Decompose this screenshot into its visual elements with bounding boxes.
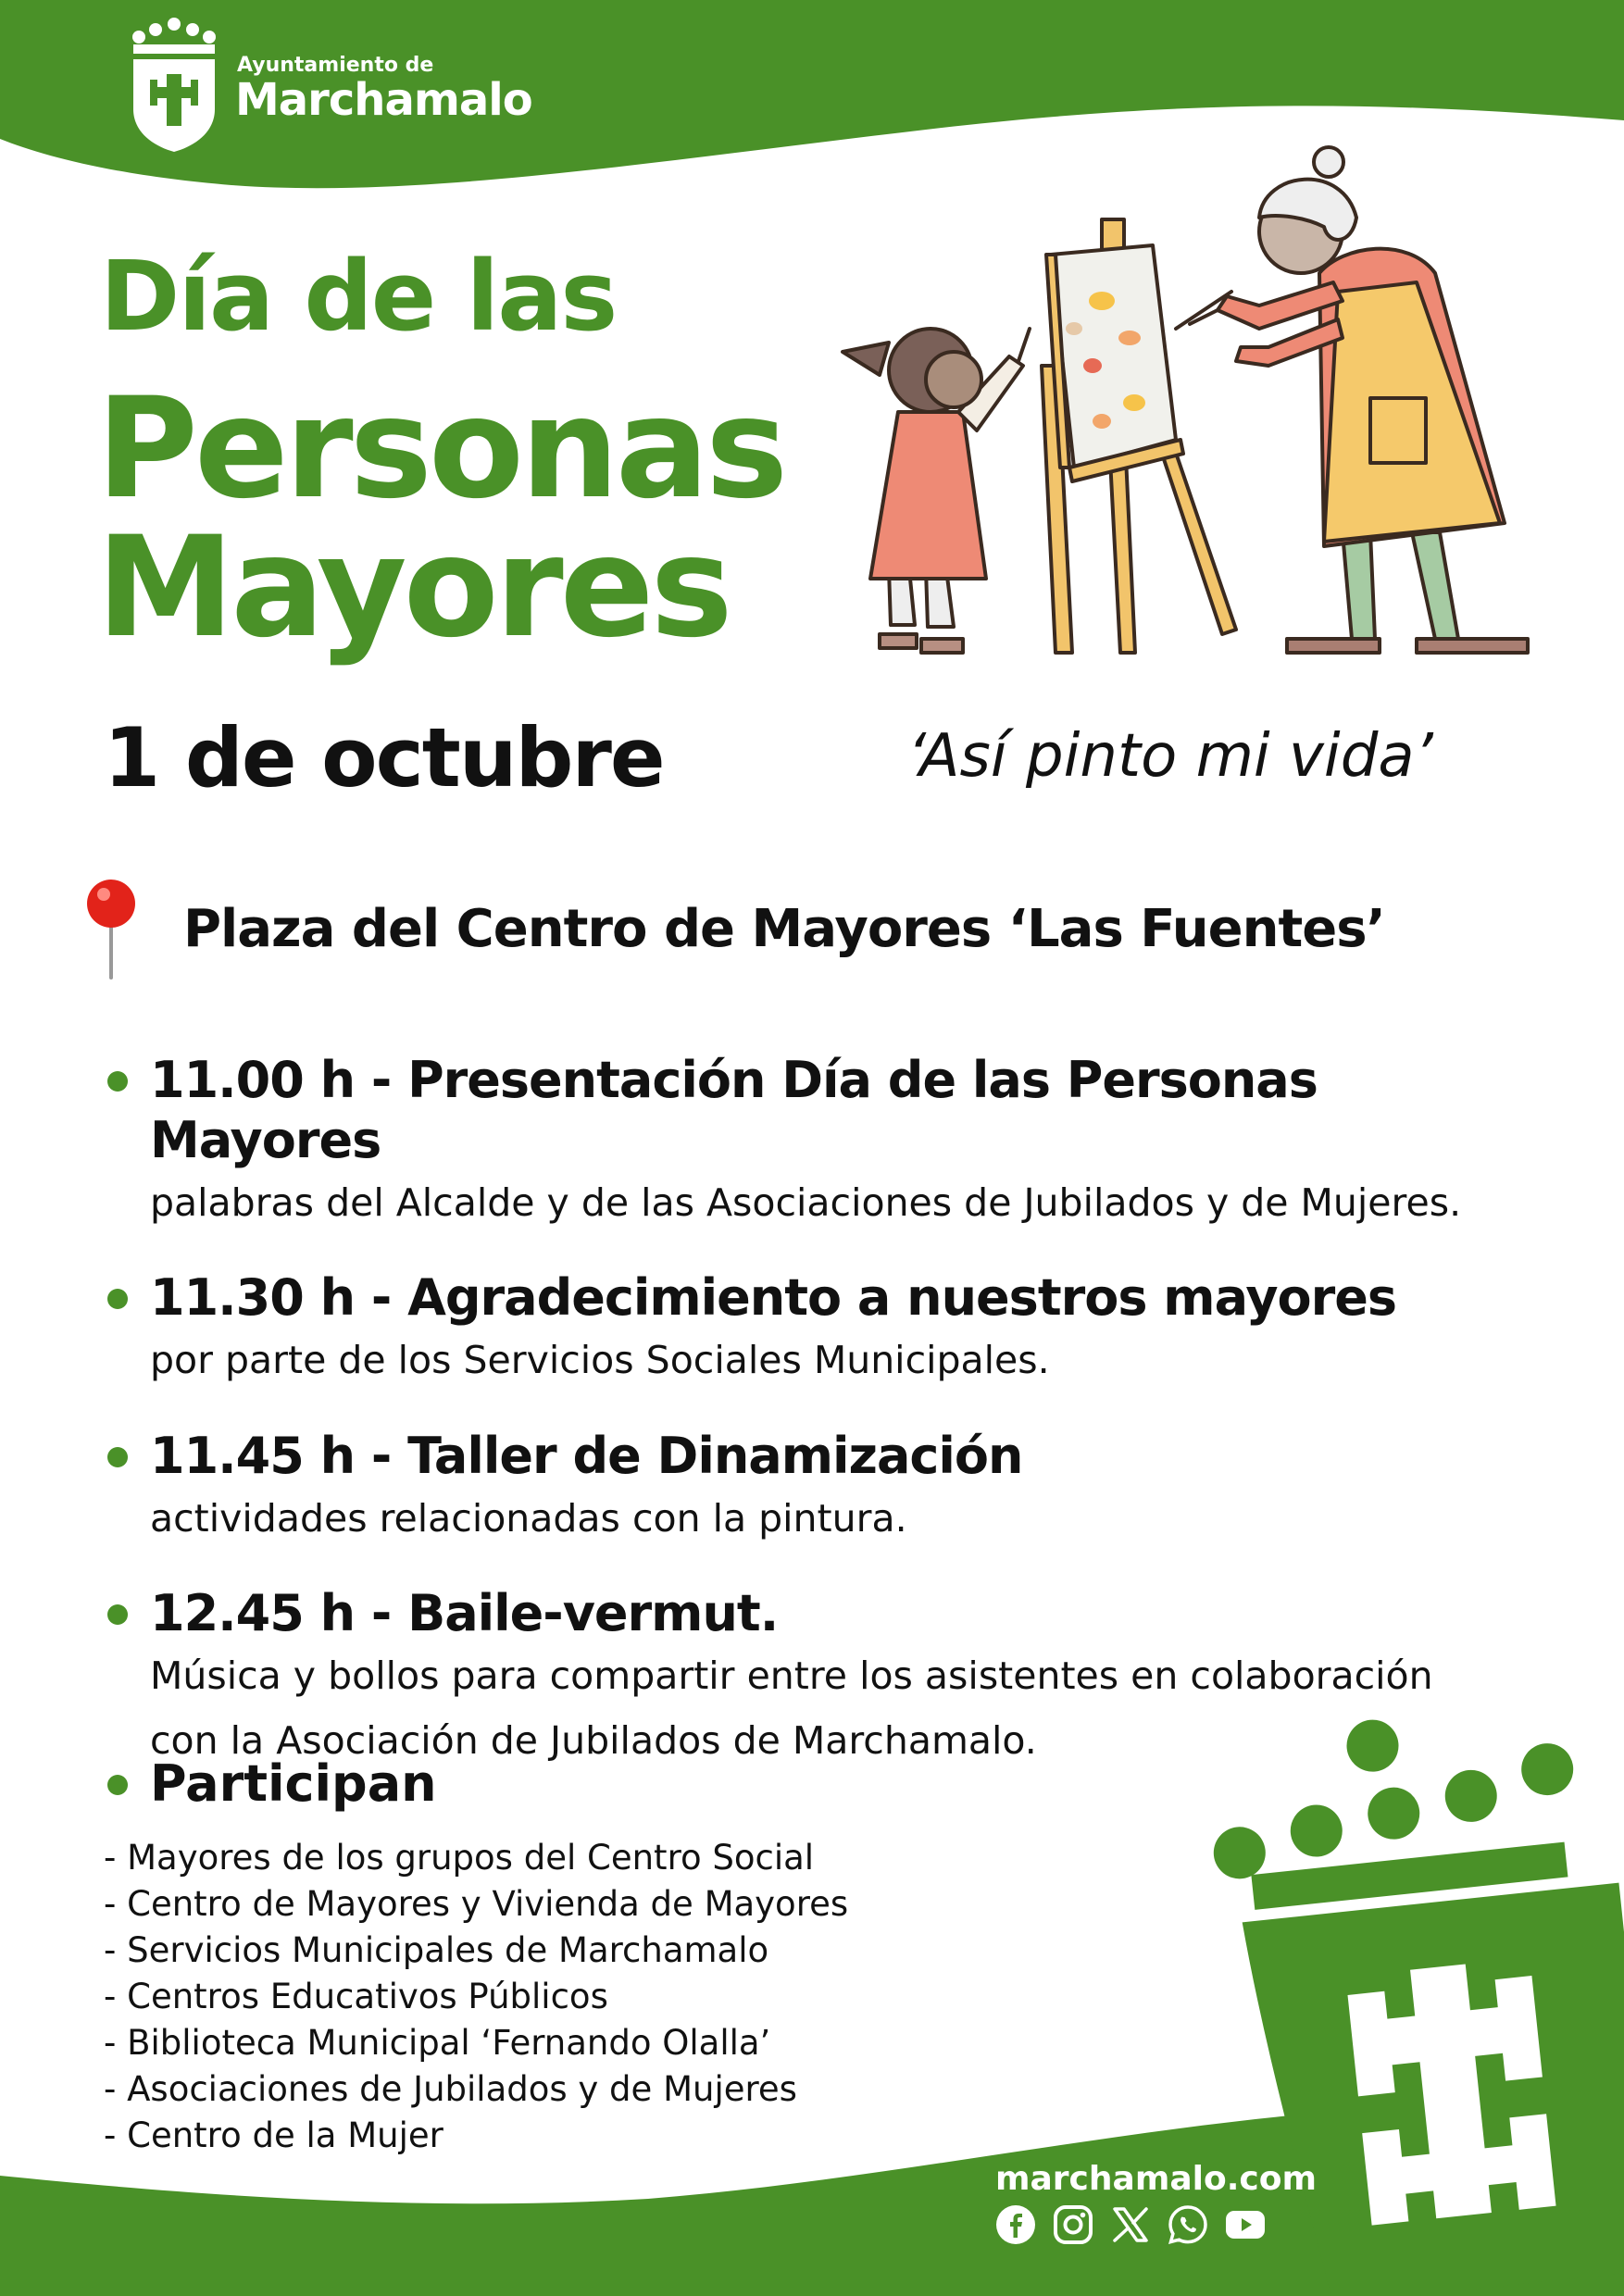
- participant-item: - Centro de la Mujer: [104, 2115, 443, 2155]
- schedule-time: 12.45 h -: [150, 1584, 408, 1643]
- participant-item: - Biblioteca Municipal ‘Fernando Olalla’: [104, 2023, 771, 2063]
- logo-title: Marchamalo: [235, 74, 532, 126]
- participant-item: - Servicios Municipales de Marchamalo: [104, 1930, 769, 1970]
- logo-subtitle: Ayuntamiento de: [237, 54, 434, 77]
- schedule-list: [104, 1051, 1548, 1806]
- schedule-time: 11.30 h -: [150, 1268, 408, 1328]
- easel: [1042, 219, 1236, 653]
- title-line-1: Día de las: [100, 240, 617, 353]
- whatsapp-icon[interactable]: [1167, 2203, 1209, 2246]
- schedule-title: Agradecimiento a nuestros mayores: [407, 1268, 1397, 1328]
- schedule-description: por parte de los Servicios Sociales Municipales.: [150, 1338, 1050, 1383]
- location-row: [85, 878, 1385, 981]
- grandmother-figure: [1176, 147, 1528, 653]
- girl-figure: [843, 329, 1030, 653]
- participants-list: [104, 1835, 848, 2159]
- bullet-icon: [107, 1447, 128, 1467]
- painting-illustration: [824, 134, 1546, 680]
- schedule-item: [104, 1051, 1548, 1235]
- participants-heading: Participan: [150, 1754, 437, 1813]
- bullet-icon: [107, 1604, 128, 1625]
- youtube-icon[interactable]: [1224, 2203, 1267, 2246]
- participants-heading-row: [104, 1754, 437, 1815]
- bullet-icon: [107, 1289, 128, 1309]
- schedule-description: palabras del Alcalde y de las Asociaciones de Jubilados y de Mujeres.: [150, 1179, 1462, 1225]
- participant-item: - Asociaciones de Jubilados y de Mujeres: [104, 2069, 797, 2109]
- schedule-title: Baile-vermut.: [407, 1584, 779, 1643]
- social-icons: [994, 2203, 1267, 2246]
- location-pin-icon: [85, 878, 137, 981]
- event-motto: ‘Así pinto mi vida’: [907, 722, 1433, 791]
- participant-item: - Mayores de los grupos del Centro Social: [104, 1838, 815, 1878]
- schedule-title: Presentación Día de las Personas Mayores: [150, 1051, 1318, 1169]
- location-text: Plaza del Centro de Mayores ‘Las Fuentes’: [183, 899, 1385, 960]
- schedule-description-line-1: Música y bollos para compartir entre los asistentes en colaboración: [150, 1653, 1433, 1699]
- schedule-item: [104, 1584, 1548, 1773]
- schedule-item: [104, 1268, 1548, 1392]
- website-link[interactable]: marchamalo.com: [995, 2160, 1317, 2198]
- title-line-3: Mayores: [96, 507, 730, 668]
- facebook-icon[interactable]: [994, 2203, 1037, 2246]
- event-date: 1 de octubre: [104, 710, 664, 805]
- schedule-description-line-2: con la Asociación de Jubilados de Marchamalo.: [150, 1717, 1037, 1763]
- title-line-2: Personas: [96, 368, 785, 530]
- schedule-title: Taller de Dinamización: [407, 1426, 1023, 1485]
- schedule-description: actividades relacionadas con la pintura.: [150, 1495, 907, 1541]
- participant-item: - Centros Educativos Públicos: [104, 1977, 608, 2016]
- schedule-item: [104, 1427, 1548, 1551]
- bullet-icon: [107, 1071, 128, 1092]
- participant-item: - Centro de Mayores y Vivienda de Mayores: [104, 1884, 849, 1924]
- schedule-time: 11.45 h -: [150, 1426, 408, 1485]
- coat-of-arms-logo: [130, 17, 219, 152]
- x-icon[interactable]: [1109, 2203, 1152, 2246]
- bullet-icon: [107, 1775, 128, 1795]
- instagram-icon[interactable]: [1052, 2203, 1094, 2246]
- schedule-time: 11.00 h -: [150, 1051, 408, 1109]
